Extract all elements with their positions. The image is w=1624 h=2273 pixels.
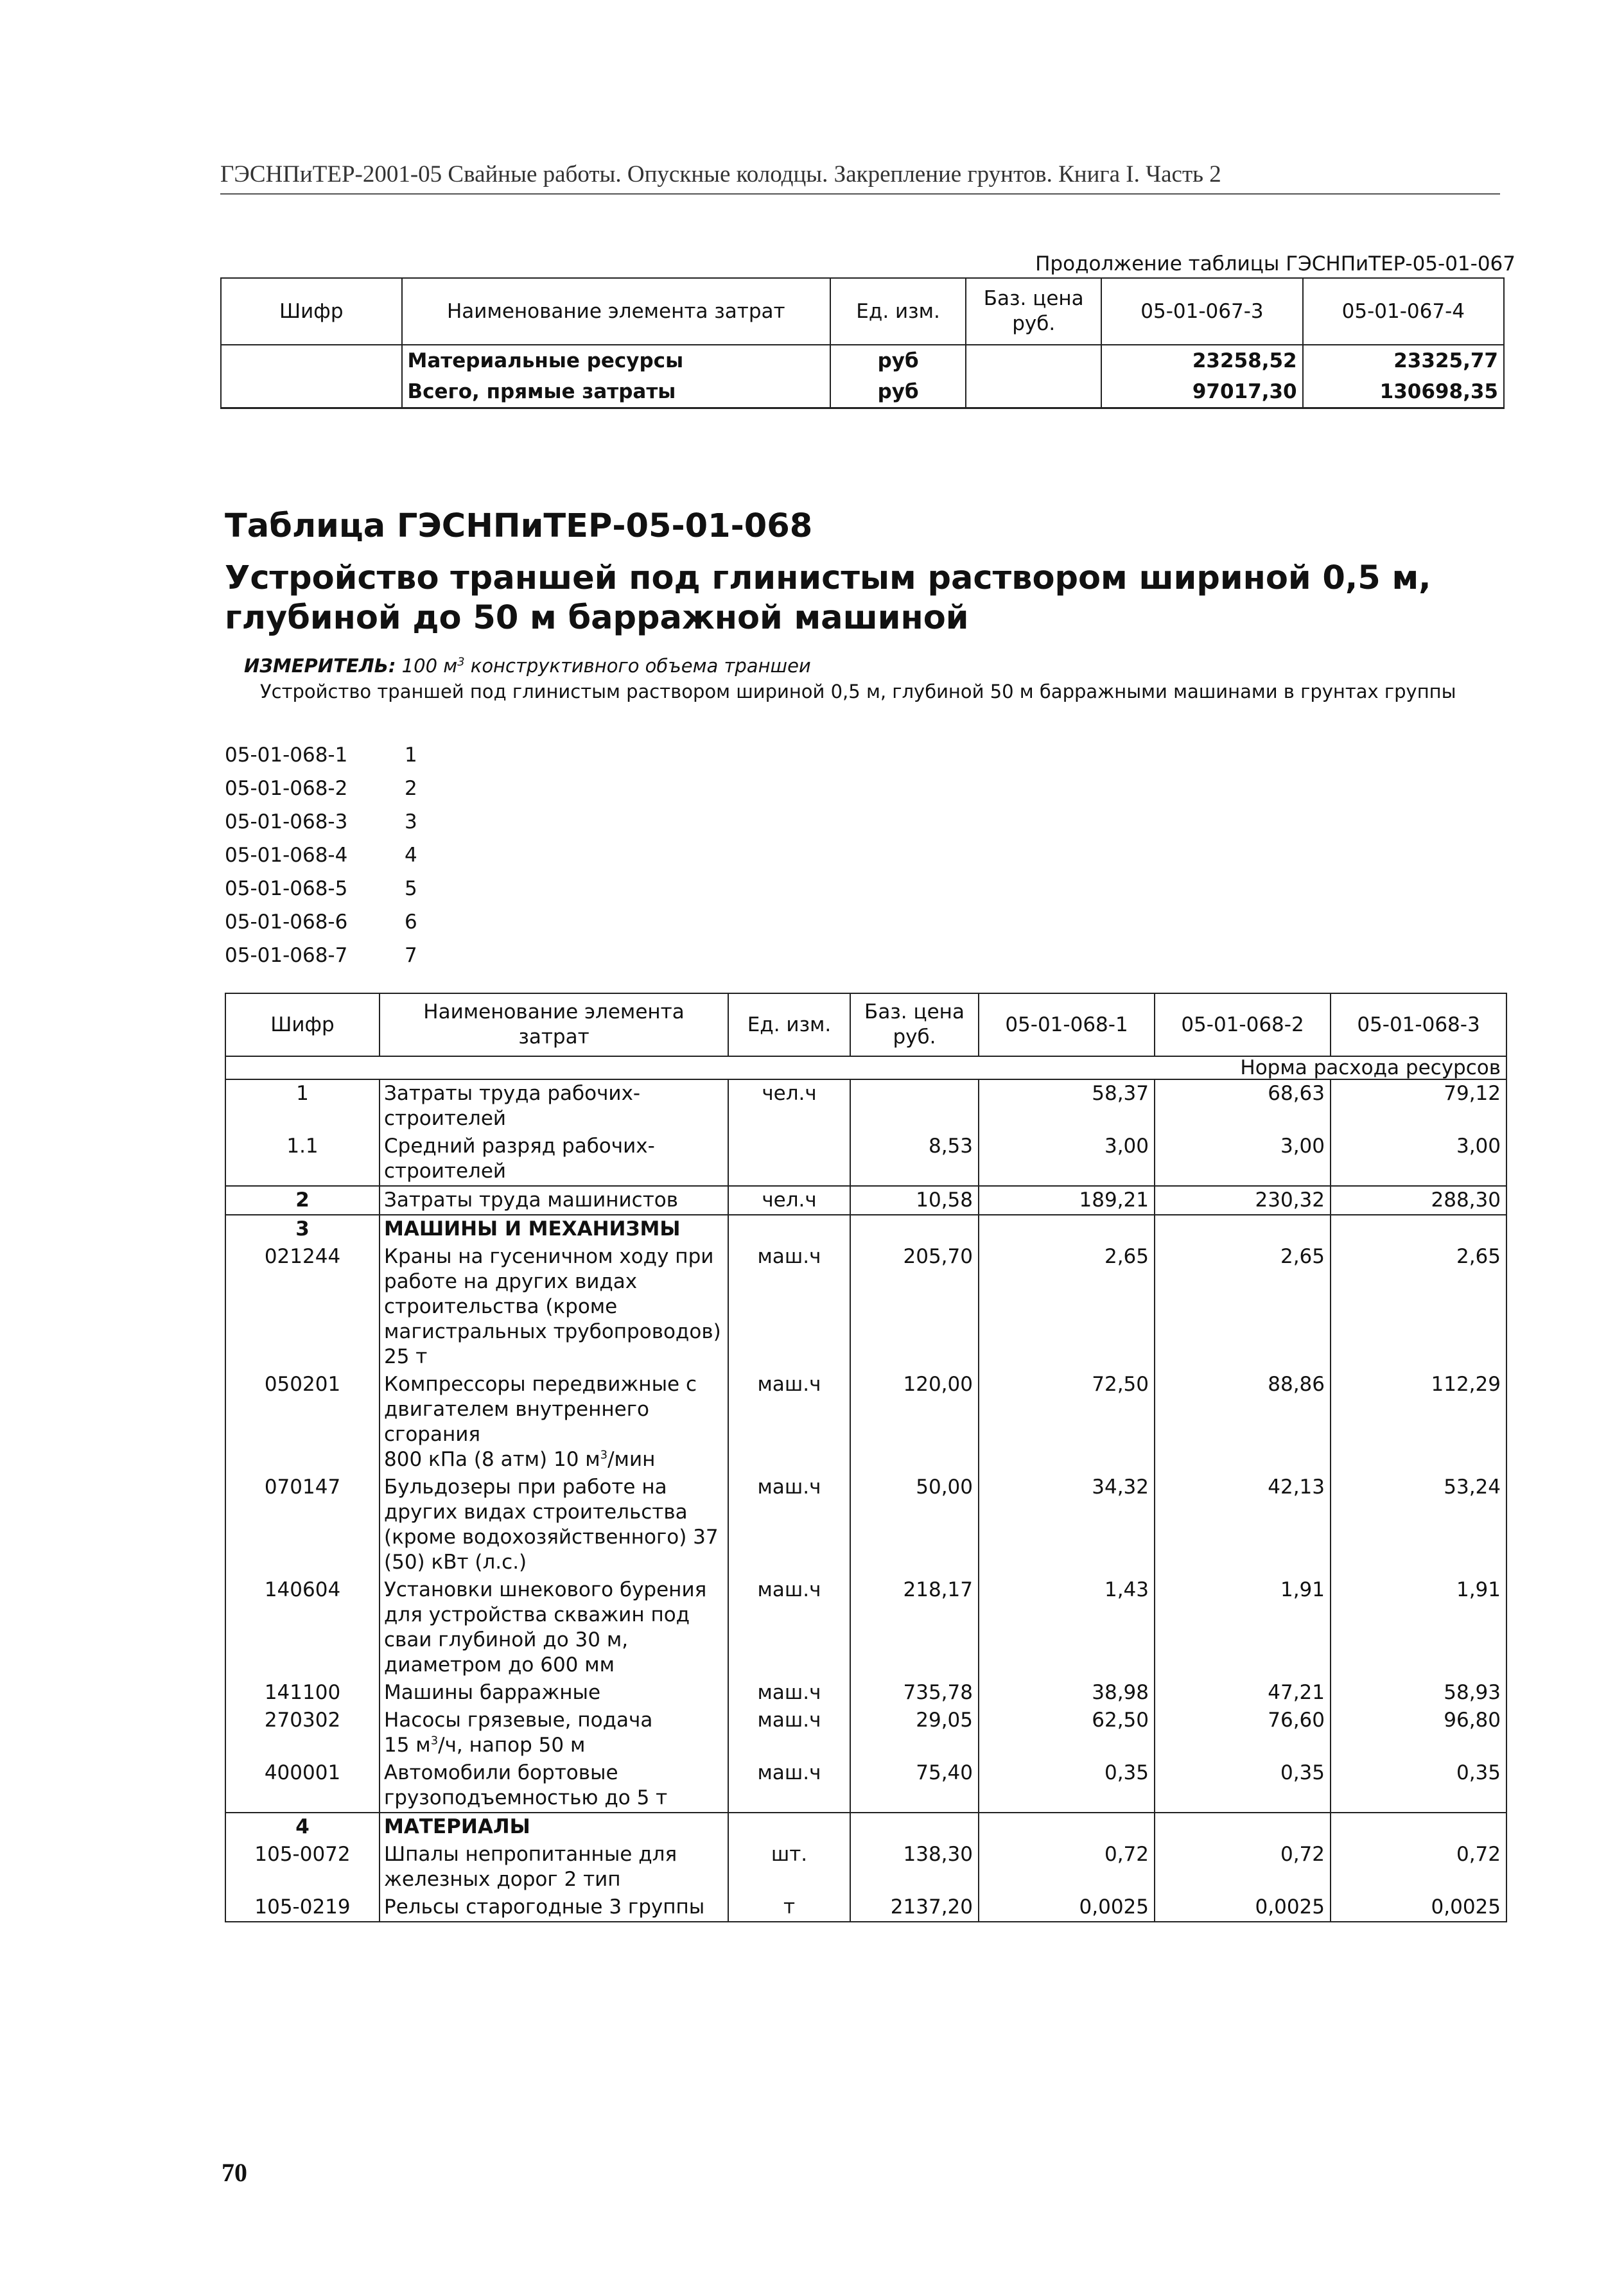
- row-value: 130698,35: [1303, 376, 1504, 408]
- column-header: 05-01-067-3: [1101, 278, 1302, 345]
- row-unit: руб: [830, 345, 966, 376]
- table-row: 2 Затраты труда машинистов чел.ч 10,58 189,21 230,32 288,30: [225, 1186, 1506, 1215]
- table-row: 140604 Установки шнекового бурения для устройства скважин под сваи глубиной до 30 м, диаметром до 600 мм маш.ч 218,17 1,43 1,91 1,91: [225, 1576, 1506, 1679]
- table-row: 1.1 Средний разряд рабочих-строителей 8,53 3,00 3,00 3,00: [225, 1133, 1506, 1186]
- column-header: 05-01-068-3: [1331, 993, 1506, 1056]
- list-item: 05-01-068-1 1: [225, 744, 417, 767]
- column-header: 05-01-068-1: [979, 993, 1155, 1056]
- code-list: [225, 738, 417, 972]
- norm-label: Норма расхода ресурсов: [225, 1056, 1506, 1079]
- table-row: 070147 Бульдозеры при работе на других видах строительства (кроме водохозяйственного) 37 (50) кВт (л.с.) маш.ч 50,00 34,32 42,13 53,24: [225, 1474, 1506, 1576]
- table-row: 400001 Автомобили бортовые грузоподъемностью до 5 т маш.ч 75,40 0,35 0,35 0,35: [225, 1759, 1506, 1813]
- meter-value: 100 $м^3$ конструктивного объема траншеи: [401, 655, 811, 677]
- column-header: 05-01-068-2: [1155, 993, 1331, 1056]
- continuation-table: [220, 277, 1505, 409]
- table-row: 1 Затраты труда рабочих-строителей чел.ч 58,37 68,63 79,12: [225, 1079, 1506, 1133]
- meter-label: ИЗМЕРИТЕЛЬ:: [244, 655, 396, 677]
- column-header: Наименование элемента затрат: [402, 278, 831, 345]
- list-item: 05-01-068-3 3: [225, 810, 417, 833]
- list-item: 05-01-068-2 2: [225, 777, 417, 800]
- section-row-materials: 4 МАТЕРИАЛЫ: [225, 1813, 1506, 1841]
- row-name: Всего, прямые затраты: [402, 376, 831, 408]
- table-row: 021244 Краны на гусеничном ходу при работе на других видах строительства (кроме магистральных трубопроводов) 25 т маш.ч 205,70 2,65 2,65 2,65: [225, 1243, 1506, 1371]
- table-row: 050201 Компрессоры передвижные с двигателем внутреннего сгорания 800 кПа (8 атм) 10 $м^3$/мин маш.ч 120,00 72,50 88,86 112,29: [225, 1371, 1506, 1474]
- table-title: Таблица ГЭСНПиТЕР-05-01-068: [225, 507, 813, 545]
- continuation-caption: Продолжение таблицы ГЭСНПиТЕР-05-01-067: [1035, 252, 1515, 275]
- resources-table: [225, 993, 1507, 1922]
- table-row: 105-0072 Шпалы непропитанные для железных дорог 2 тип шт. 138,30 0,72 0,72 0,72: [225, 1841, 1506, 1894]
- norm-label-row: [225, 1056, 1506, 1079]
- column-header: Баз. цена руб.: [966, 278, 1101, 345]
- table-subtitle: Устройство траншей под глинистым раствором шириной 0,5 м, глубиной до 50 м барражной машиной: [225, 559, 1431, 637]
- table-row: 270302 Насосы грязевые, подача 15 $м^3/ч$, напор 50 м маш.ч 29,05 62,50 76,60 96,80: [225, 1707, 1506, 1759]
- row-name: Материальные ресурсы: [402, 345, 831, 376]
- row-code: [221, 345, 402, 376]
- table-header-row: [225, 993, 1506, 1056]
- column-header: Баз. цена руб.: [850, 993, 979, 1056]
- header-divider: [220, 193, 1500, 195]
- column-header: 05-01-067-4: [1303, 278, 1504, 345]
- row-value: 23325,77: [1303, 345, 1504, 376]
- column-header: Наименование элемента затрат: [380, 993, 728, 1056]
- work-description: Устройство траншей под глинистым раствором шириной 0,5 м, глубиной 50 м барражными машинами в грунтах группы: [260, 681, 1456, 702]
- column-header: Ед. изм.: [728, 993, 850, 1056]
- row-price: [966, 345, 1101, 376]
- table-row: [221, 345, 1504, 376]
- table-row: 105-0219 Рельсы старогодные 3 группы т 2137,20 0,0025 0,0025 0,0025: [225, 1894, 1506, 1922]
- table-row: 141100 Машины барражные маш.ч 735,78 38,98 47,21 58,93: [225, 1679, 1506, 1707]
- list-item: 05-01-068-6 6: [225, 910, 417, 934]
- list-item: 05-01-068-7 7: [225, 944, 417, 967]
- running-header: ГЭСНПиТЕР-2001-05 Свайные работы. Опускные колодцы. Закрепление грунтов. Книга I. Часть 2: [220, 161, 1221, 187]
- table-row: [221, 376, 1504, 408]
- row-price: [966, 376, 1101, 408]
- column-header: Шифр: [225, 993, 380, 1056]
- list-item: 05-01-068-5 5: [225, 877, 417, 900]
- list-item: 05-01-068-4 4: [225, 844, 417, 867]
- meter-line: [244, 655, 811, 677]
- column-header: Ед. изм.: [830, 278, 966, 345]
- table-header-row: [221, 278, 1504, 345]
- column-header: Шифр: [221, 278, 402, 345]
- section-row-machines: 3 МАШИНЫ И МЕХАНИЗМЫ: [225, 1215, 1506, 1243]
- page-number: 70: [222, 2158, 247, 2187]
- row-value: 97017,30: [1101, 376, 1302, 408]
- row-code: [221, 376, 402, 408]
- row-value: 23258,52: [1101, 345, 1302, 376]
- row-unit: руб: [830, 376, 966, 408]
